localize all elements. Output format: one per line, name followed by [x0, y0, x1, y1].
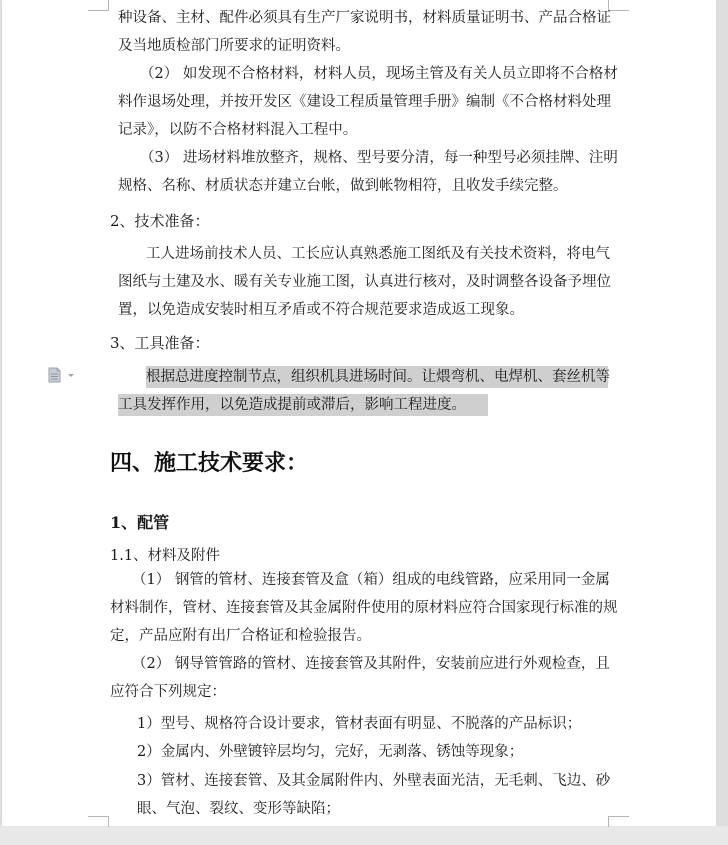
subsection-heading-materials: 1.1、材料及附件: [110, 548, 221, 564]
text-line: 记录》，以防不合格材料混入工程中。: [118, 122, 358, 138]
list-item-continuation: 眼、气泡、裂纹、变形等缺陷；: [137, 801, 340, 817]
text-line: 料作退场处理，并按开发区《建设工程质量管理手册》编制《不合格材料处理: [118, 94, 611, 110]
text-line: 种设备、主材、配件必须具有生产厂家说明书，材料质量证明书、产品合格证: [118, 10, 611, 26]
section-heading-technical: 2、技术准备：: [110, 212, 210, 230]
crop-mark-bottom-right: [608, 816, 629, 827]
text-line: （2） 钢导管管路的管材、连接套管及其附件，安装前应进行外观检查，且: [132, 656, 610, 672]
text-line: （2） 如发现不合格材料，材料人员，现场主管及有关人员立即将不合格材: [140, 66, 618, 82]
chapter-heading: 四、施工技术要求：: [110, 450, 309, 476]
list-item: 2）金属内、外壁镀锌层均匀，完好，无剥落、锈蚀等现象；: [137, 744, 524, 760]
crop-mark-top-right: [608, 0, 629, 11]
text-line: 工人进场前技术人员、工长应认真熟悉施工图纸及有关技术资料，将电气: [146, 246, 610, 262]
text-line: （1） 钢管的管材、连接套管及盒（箱）组成的电线管路，应采用同一金属: [132, 572, 610, 588]
crop-mark-bottom-left: [88, 816, 109, 827]
text-line: 材料制作，管材、连接套管及其金属附件使用的原材料应符合国家现行标准的规: [110, 600, 618, 616]
text-line: 置，以免造成安装时相互矛盾或不符合规范要求造成返工现象。: [118, 302, 524, 318]
selected-text-line[interactable]: 根据总进度控制节点，组织机具进场时间。让煨弯机、电焊机、套丝机等: [146, 366, 608, 388]
text-line: 定，产品应附有出厂合格证和检验报告。: [110, 628, 371, 644]
page-gap: [0, 826, 728, 845]
list-item: 1）型号、规格符合设计要求，管材表面有明显、不脱落的产品标识；: [137, 716, 582, 732]
selected-text-line[interactable]: 工具发挥作用，以免造成提前或滞后，影响工程进度。: [118, 394, 488, 416]
section-heading-tools: 3、工具准备：: [110, 334, 210, 352]
document-icon[interactable]: [48, 367, 78, 383]
text-line: （3） 进场材料堆放整齐，规格、型号要分清，每一种型号必须挂牌、注明: [140, 150, 618, 166]
crop-mark-top-left: [88, 0, 109, 11]
subsection-heading-piping: 1、配管: [110, 513, 170, 532]
vertical-scrollbar[interactable]: [717, 0, 728, 845]
text-line: 应符合下列规定：: [110, 684, 226, 700]
text-line: 图纸与土建及水、暖有关专业施工图，认真进行核对，及时调整各设备予埋位: [118, 274, 611, 290]
text-line: 规格、名称、材质状态并建立台帐，做到帐物相符，且收发手续完整。: [118, 178, 568, 194]
text-line: 及当地质检部门所要求的证明资料。: [118, 38, 350, 54]
list-item: 3）管材、连接套管、及其金属附件内、外壁表面光洁，无毛刺、飞边、砂: [137, 773, 611, 789]
